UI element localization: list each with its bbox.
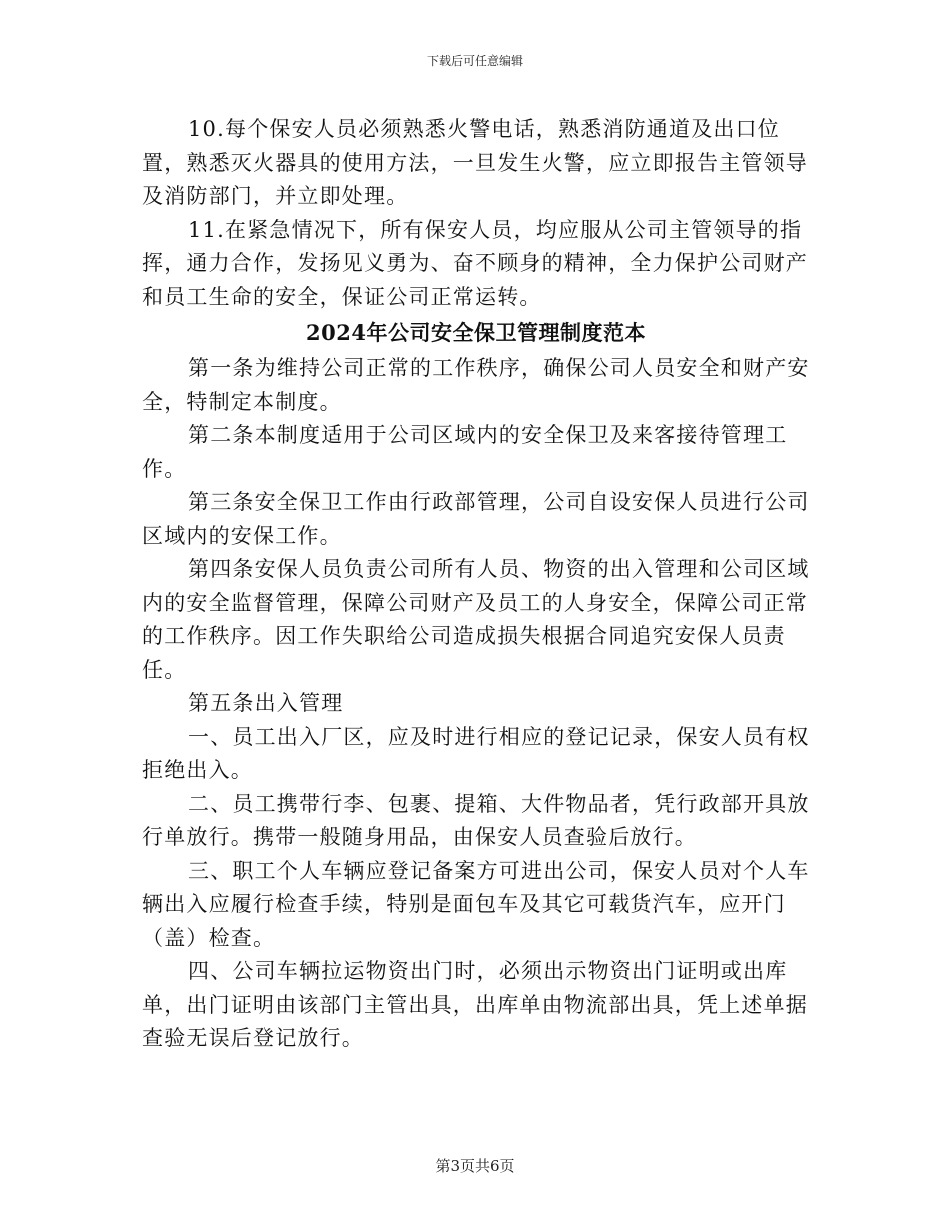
paragraph-item-3: 三、职工个人车辆应登记备案方可进出公司，保安人员对个人车辆出入应履行检查手续，特别是面包车及其它可载货汽车，应开门（盖）检查。 — [142, 858, 810, 950]
paragraph-rule-10: 10.每个保安人员必须熟悉火警电话，熟悉消防通道及出口位置，熟悉灭火器具的使用方法，一旦发生火警，应立即报告主管领导及消防部门，并立即处理。 — [142, 117, 808, 208]
paragraph-item-2: 二、员工携带行李、包裹、提箱、大件物品者，凭行政部开具放行单放行。携带一般随身用品，由保安人员查验后放行。 — [142, 791, 810, 849]
paragraph-article-5: 第五条出入管理 — [188, 691, 344, 715]
paragraph-item-4: 四、公司车辆拉运物资出门时，必须出示物资出门证明或出库单，出门证明由该部门主管出具，出库单由物流部出具，凭上述单据查验无误后登记放行。 — [142, 959, 808, 1050]
document-body — [142, 113, 810, 1056]
paragraph-rule-11: 11.在紧急情况下，所有保安人员，均应服从公司主管领导的指挥，通力合作，发扬见义勇为、奋不顾身的精神，全力保护公司财产和员工生命的安全，保证公司正常运转。 — [142, 217, 808, 309]
paragraph-article-4: 第四条安保人员负责公司所有人员、物资的出入管理和公司区域内的安全监督管理，保障公司财产及员工的人身安全，保障公司正常的工作秩序。因工作失职给公司造成损失根据合同追究安保人员责任。 — [142, 557, 810, 682]
paragraph-item-1: 一、员工出入厂区，应及时进行相应的登记记录，保安人员有权拒绝出入。 — [142, 724, 810, 782]
section-title: 2024年公司安全保卫管理制度范本 — [306, 320, 646, 345]
paragraph-article-3: 第三条安全保卫工作由行政部管理，公司自设安保人员进行公司区域内的安保工作。 — [142, 490, 810, 548]
page-header: 下载后可任意编辑 — [426, 54, 523, 68]
page-number: 第3页共6页 — [435, 1157, 515, 1175]
paragraph-article-1: 第一条为维持公司正常的工作秩序，确保公司人员安全和财产安全，特制定本制度。 — [142, 356, 810, 414]
paragraph-article-2: 第二条本制度适用于公司区域内的安全保卫及来客接待管理工作。 — [142, 423, 788, 481]
